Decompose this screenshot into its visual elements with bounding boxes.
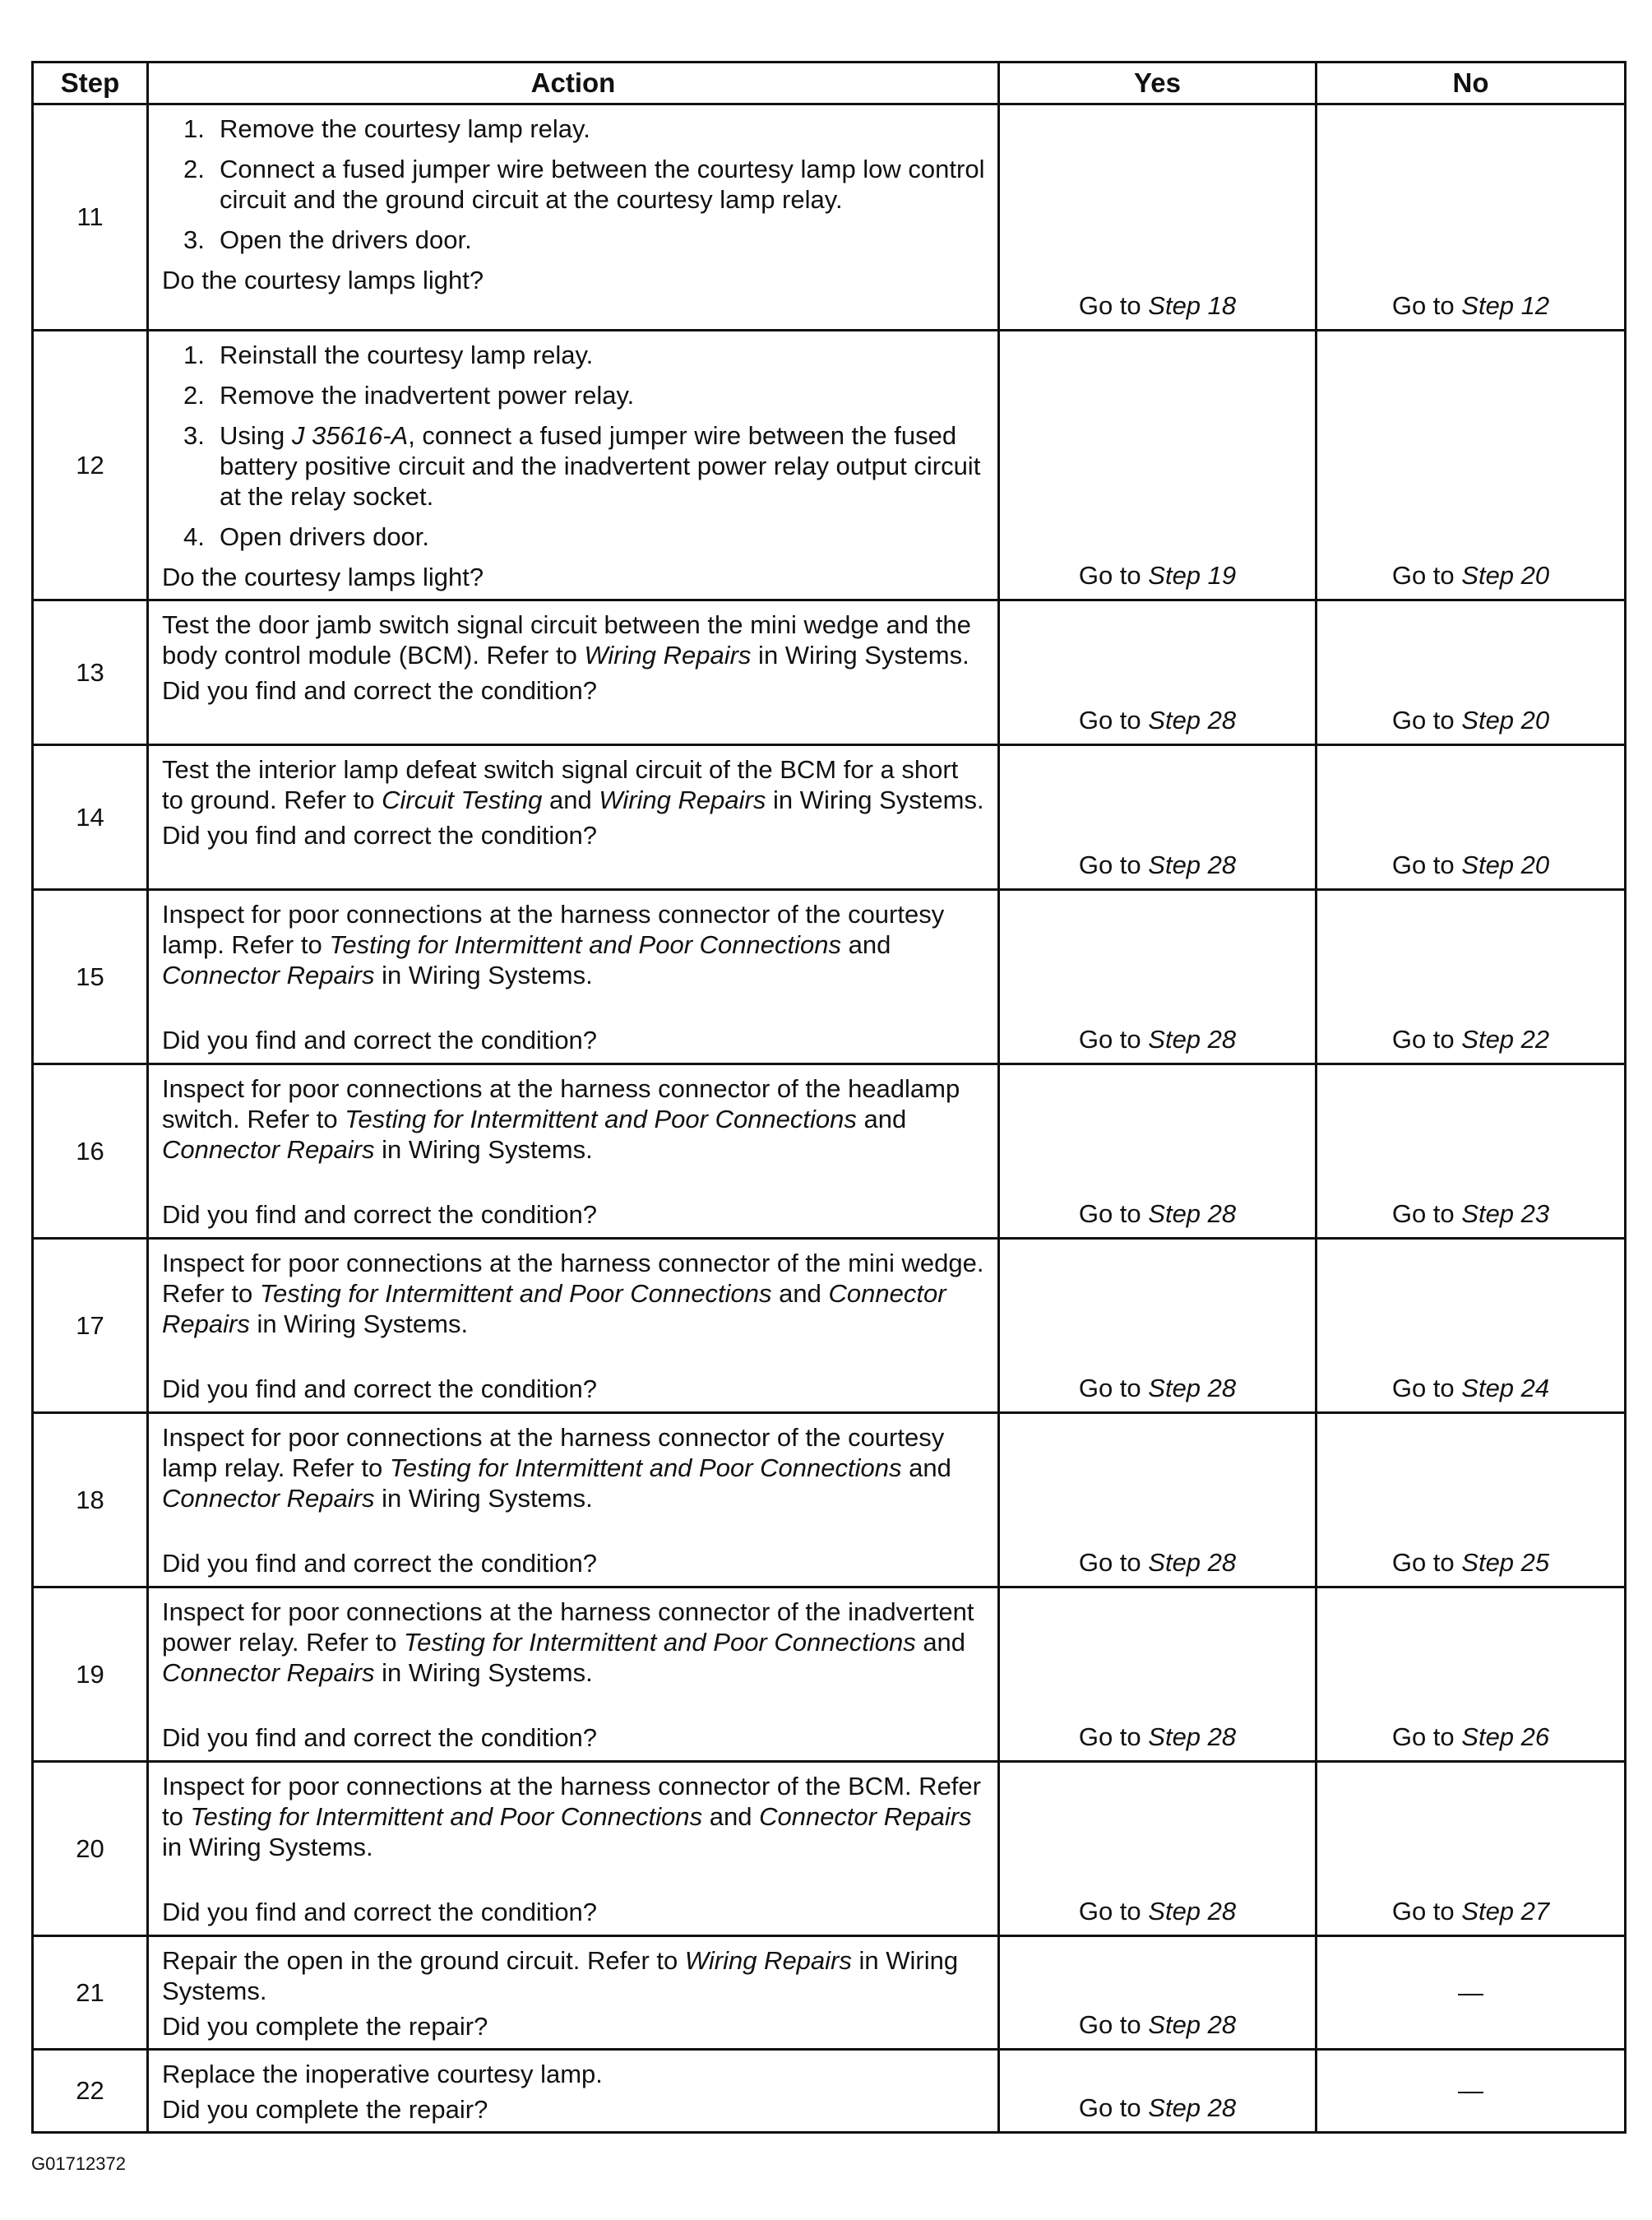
step-number: 19 [33,1587,148,1762]
yes-cell: Go to Step 19 [999,331,1317,600]
action-cell [148,745,999,890]
step-number: 22 [33,2050,148,2133]
step-number: 13 [33,600,148,745]
step-number: 11 [33,104,148,331]
yes-cell: Go to Step 28 [999,890,1317,1064]
list-item: 2. Remove the inadvertent power relay. [183,381,635,410]
no-cell: Go to Step 27 [1317,1762,1626,1936]
yes-cell: Go to Step 28 [999,2050,1317,2133]
action-question: Did you find and correct the condition? [162,1549,598,1578]
header-action: Action [148,63,999,104]
no-cell: — [1317,2050,1626,2133]
yes-cell: Go to Step 28 [999,1239,1317,1413]
action-text: Inspect for poor connections at the harness connector of the courtesy lamp. Refer to Testing for Intermittent and Poor Connections and Connector Repairs in Wiring Systems. [162,900,945,989]
table-row [33,1064,1626,1239]
action-question: Did you find and correct the condition? [162,676,598,705]
yes-cell: Go to Step 28 [999,1587,1317,1762]
table-header-row [33,63,1626,104]
action-cell [148,2050,999,2133]
list-item: 3. Using J 35616-A, connect a fused jumper wire between the fused battery positive circuit and the inadvertent power relay output circuit at the relay socket. [183,421,981,511]
action-question: Do the courtesy lamps light? [162,563,484,591]
step-number: 20 [33,1762,148,1936]
action-question: Did you find and correct the condition? [162,1723,598,1752]
no-cell: Go to Step 26 [1317,1587,1626,1762]
table-row [33,745,1626,890]
action-text: Test the interior lamp defeat switch signal circuit of the BCM for a short to ground. Refer to Circuit Testing and Wiring Repairs in Wiring Systems. [162,755,984,814]
header-step: Step [33,63,148,104]
yes-cell: Go to Step 28 [999,1064,1317,1239]
yes-cell: Go to Step 28 [999,600,1317,745]
action-cell [148,890,999,1064]
action-text: Inspect for poor connections at the harness connector of the headlamp switch. Refer to Testing for Intermittent and Poor Connections and Connector Repairs in Wiring Systems. [162,1074,960,1164]
action-text: Inspect for poor connections at the harness connector of the mini wedge. Refer to Testing for Intermittent and Poor Connections and Connector Repairs in Wiring Systems. [162,1249,984,1338]
table-row [33,1413,1626,1587]
table-row [33,1587,1626,1762]
action-text: Inspect for poor connections at the harness connector of the BCM. Refer to Testing for Intermittent and Poor Connections and Connector Repairs in Wiring Systems. [162,1772,981,1861]
yes-cell: Go to Step 28 [999,1936,1317,2050]
no-cell: Go to Step 22 [1317,890,1626,1064]
action-text: Inspect for poor connections at the harness connector of the inadvertent power relay. Refer to Testing for Intermittent and Poor Connections and Connector Repairs in Wiring Systems. [162,1597,974,1687]
action-list [162,114,986,255]
action-cell [148,1239,999,1413]
table-row [33,890,1626,1064]
action-cell [148,331,999,600]
action-question: Did you find and correct the condition? [162,1374,598,1403]
table-row [33,1936,1626,2050]
step-number: 12 [33,331,148,600]
action-question: Did you complete the repair? [162,2012,488,2041]
table-row [33,2050,1626,2133]
action-question: Did you find and correct the condition? [162,1026,598,1054]
step-number: 17 [33,1239,148,1413]
no-cell: — [1317,1936,1626,2050]
yes-cell: Go to Step 28 [999,1413,1317,1587]
action-cell [148,1936,999,2050]
action-cell [148,1587,999,1762]
step-number: 14 [33,745,148,890]
no-cell: Go to Step 20 [1317,331,1626,600]
table-row [33,331,1626,600]
action-text: Inspect for poor connections at the harness connector of the courtesy lamp relay. Refer to Testing for Intermittent and Poor Connections and Connector Repairs in Wiring Systems. [162,1423,951,1513]
action-question: Did you complete the repair? [162,2095,488,2124]
no-cell: Go to Step 24 [1317,1239,1626,1413]
action-cell [148,600,999,745]
table-row [33,600,1626,745]
action-text: Replace the inoperative courtesy lamp. [162,2060,603,2088]
figure-id: G01712372 [31,2153,126,2174]
action-question: Did you find and correct the condition? [162,1200,598,1229]
no-cell: Go to Step 25 [1317,1413,1626,1587]
header-no: No [1317,63,1626,104]
yes-cell: Go to Step 28 [999,1762,1317,1936]
no-cell: Go to Step 20 [1317,745,1626,890]
list-item: 1. Remove the courtesy lamp relay. [183,114,590,143]
step-number: 15 [33,890,148,1064]
no-cell: Go to Step 12 [1317,104,1626,331]
no-cell: Go to Step 20 [1317,600,1626,745]
action-cell [148,1064,999,1239]
action-question: Do the courtesy lamps light? [162,266,484,294]
action-list [162,340,986,552]
action-text: Repair the open in the ground circuit. Refer to Wiring Repairs in Wiring Systems. [162,1946,959,2005]
yes-cell: Go to Step 28 [999,745,1317,890]
yes-cell: Go to Step 18 [999,104,1317,331]
list-item: 1. Reinstall the courtesy lamp relay. [183,341,594,369]
action-question: Did you find and correct the condition? [162,821,598,850]
table-row [33,104,1626,331]
step-number: 16 [33,1064,148,1239]
action-text: Test the door jamb switch signal circuit between the mini wedge and the body control module (BCM). Refer to Wiring Repairs in Wiring Systems. [162,610,971,670]
action-cell [148,1762,999,1936]
header-yes: Yes [999,63,1317,104]
action-cell [148,104,999,331]
action-question: Did you find and correct the condition? [162,1898,598,1926]
diagnostic-steps-table [31,61,1627,2134]
step-number: 21 [33,1936,148,2050]
list-item: 4. Open drivers door. [183,522,430,551]
step-number: 18 [33,1413,148,1587]
list-item: 2. Connect a fused jumper wire between the courtesy lamp low control circuit and the ground circuit at the courtesy lamp relay. [183,155,985,214]
table-row [33,1762,1626,1936]
table-row [33,1239,1626,1413]
action-cell [148,1413,999,1587]
no-cell: Go to Step 23 [1317,1064,1626,1239]
list-item: 3. Open the drivers door. [183,225,472,254]
